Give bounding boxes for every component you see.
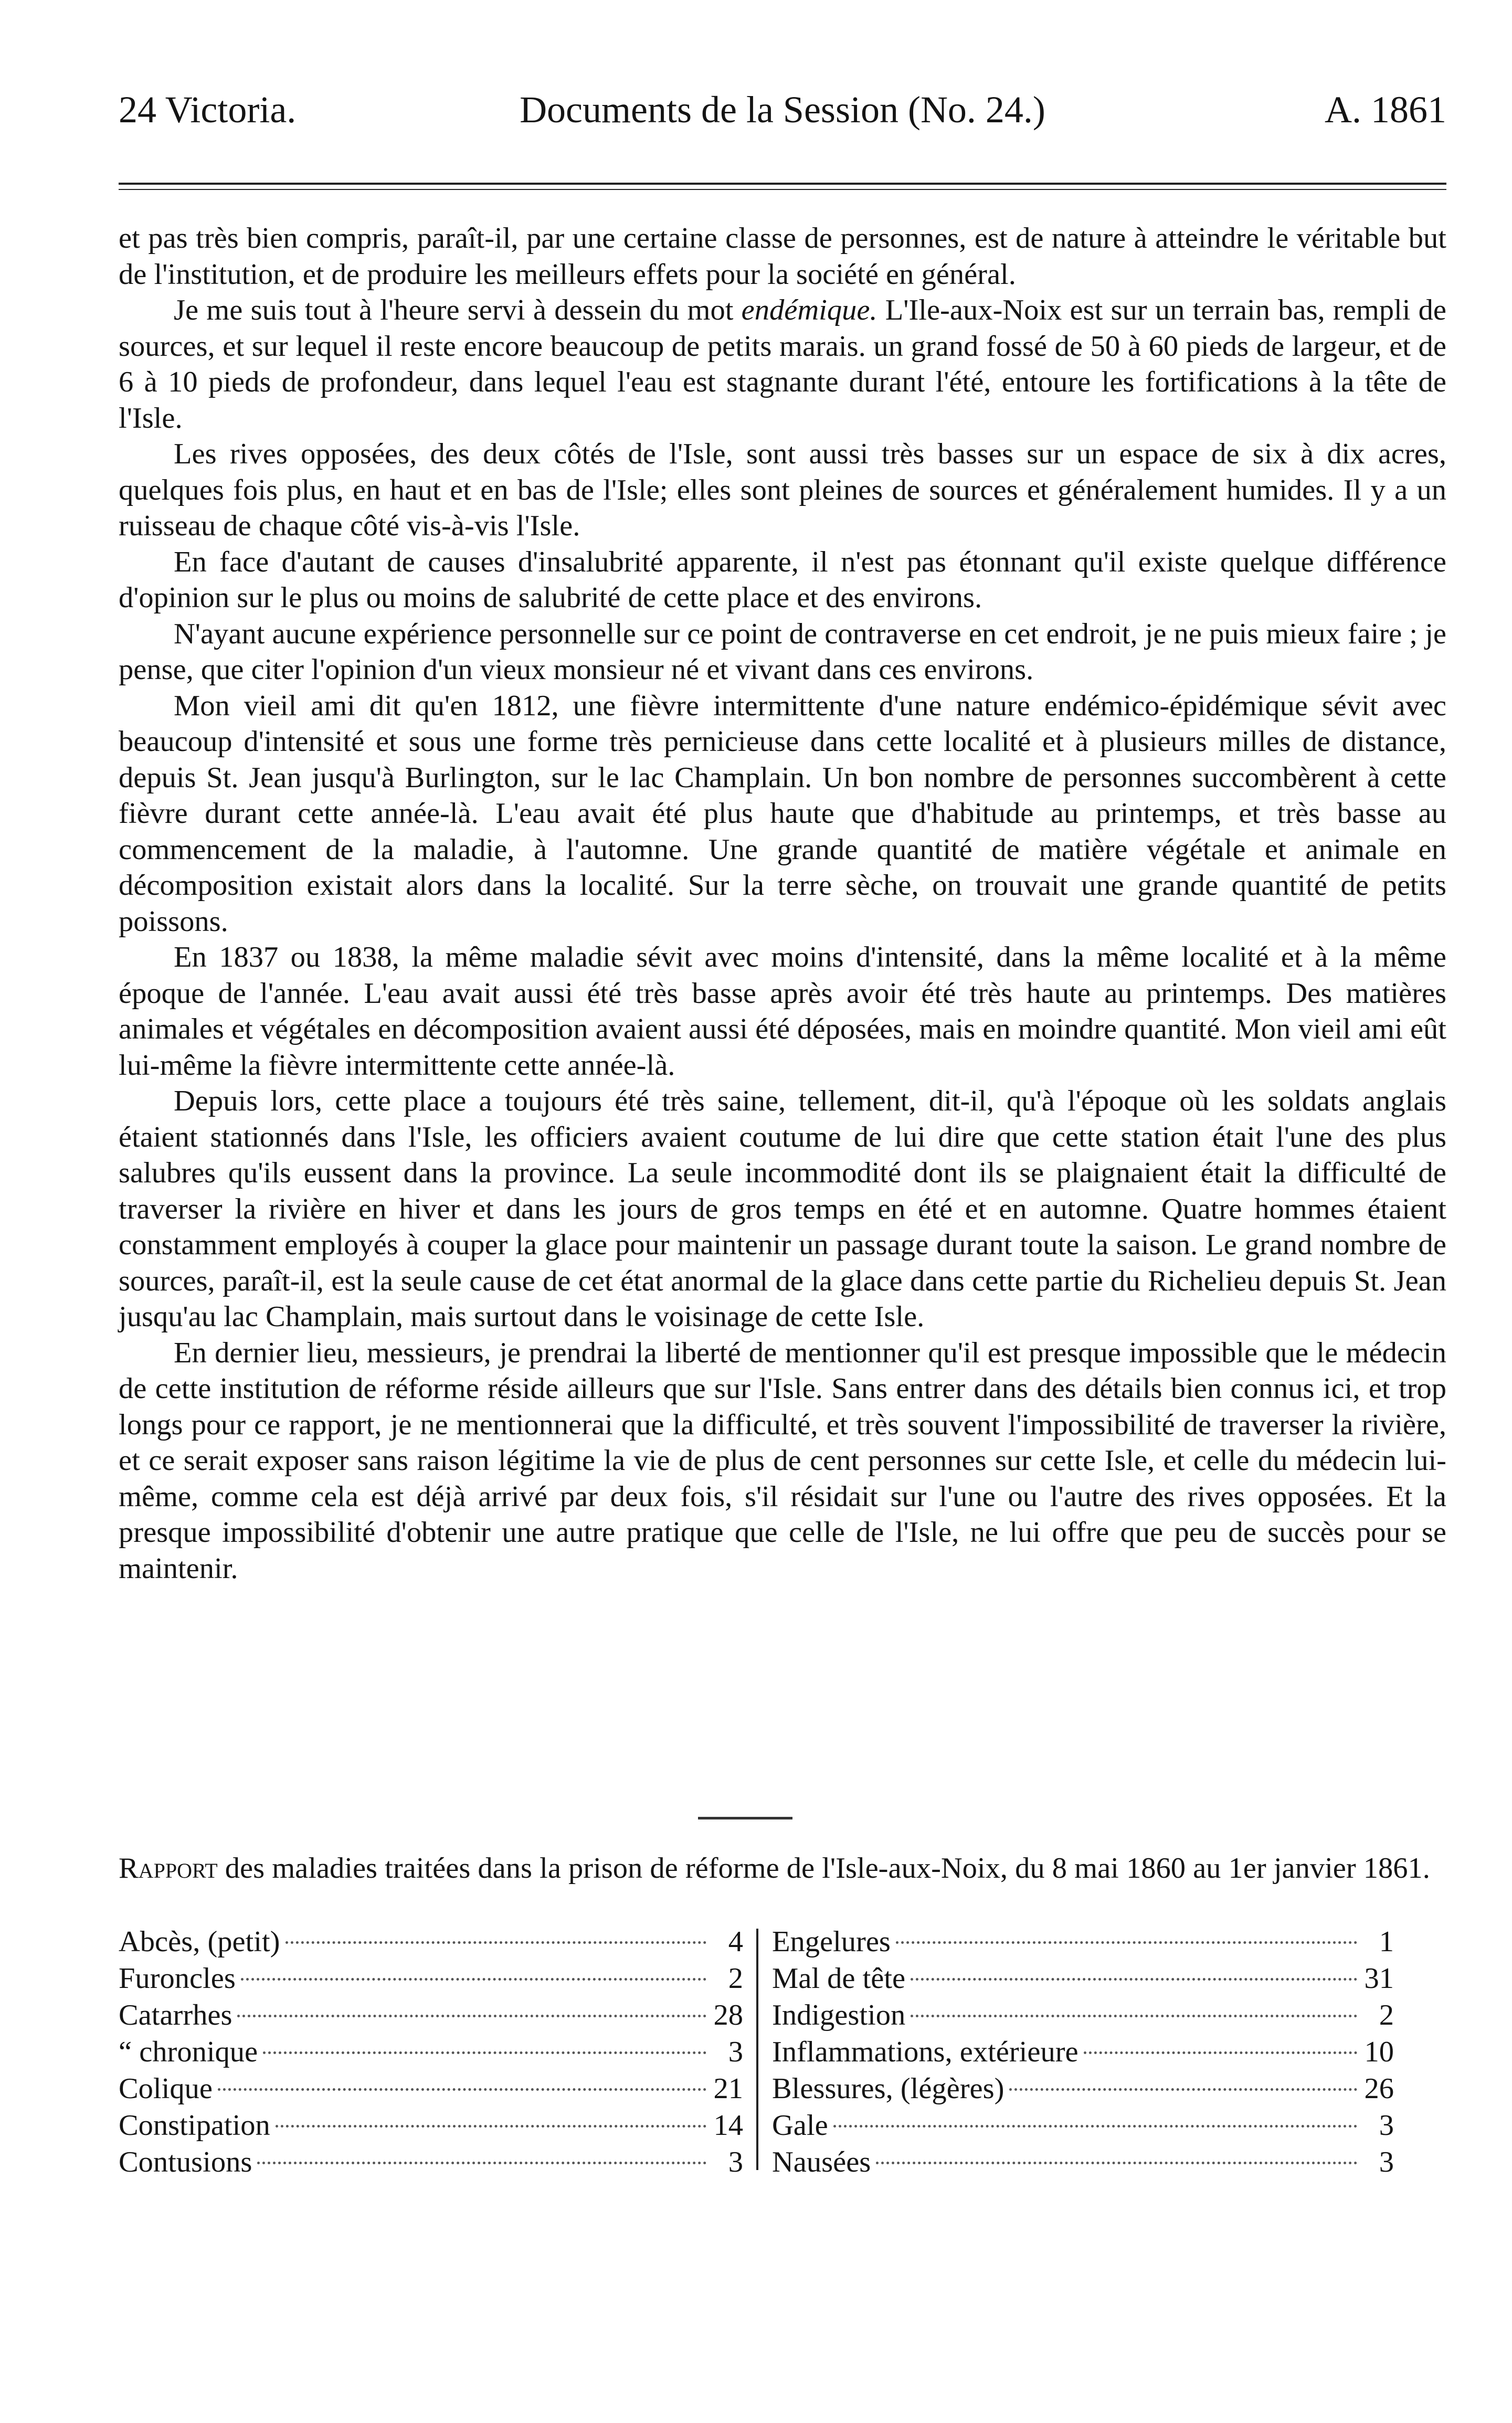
dot-leader [833, 2125, 1357, 2128]
disease-label: Indigestion [772, 1999, 906, 2031]
disease-count: 31 [1364, 1962, 1394, 1995]
paragraph-text: Depuis lors, cette place a toujours été très saine, tellement, dit-il, qu'à l'époque où les soldats anglais étaient stationnés dans l'Isle, les officiers avaient coutume de lui dire que cette station était l'une des plus salubres qu'ils eussent dans la province. La seule incommodité dont ils se plaignaient était la difficulté de traverser la rivière en hiver et dans les jours de gros temps en été et en automne. Quatre hommes étaient constamment employés à couper la glace pour maintenir un passage durant toute la saison. Le grand nombre de sources, paraît-il, est la seule cause de cet état anormal de la glace dans cette partie du Richelieu depuis St. Jean jusqu'au lac Champlain, mais surtout dans le voisinage de cette Isle. [119, 1085, 1446, 1333]
table-row [119, 2144, 743, 2181]
paragraph [119, 1083, 1446, 1335]
dot-leader [911, 2015, 1357, 2017]
table-row [119, 2070, 743, 2107]
header-right: A. 1861 [1325, 89, 1446, 131]
disease-count: 21 [713, 2072, 743, 2105]
body-text [119, 220, 1446, 1586]
table-row [772, 2070, 1394, 2107]
disease-label: Mal de tête [772, 1962, 906, 1995]
paragraph [119, 292, 1446, 436]
paragraph-text: Je me suis tout à l'heure servi à dessein du mot [174, 294, 742, 326]
report-title-rest: des maladies traitées dans la prison de réforme de l'Isle-aux-Noix, du 8 mai 1860 au 1er janvier 1861. [217, 1852, 1430, 1885]
disease-label: Colique [119, 2072, 213, 2105]
table-row [119, 1997, 743, 2034]
paragraph-text: Les rives opposées, des deux côtés de l'Isle, sont aussi très basses sur un espace de six à dix acres, quelques fois plus, en haut et en bas de l'Isle; elles sont pleines de sources et généralement humides. Il y a un ruisseau de chaque côté vis-à-vis l'Isle. [119, 438, 1446, 542]
disease-count: 3 [728, 2146, 743, 2178]
disease-count: 1 [1379, 1925, 1394, 1958]
disease-label: Blessures, (légères) [772, 2072, 1005, 2105]
table-row [772, 1923, 1394, 1960]
header-rule-bottom [119, 189, 1446, 190]
dot-leader [218, 2088, 706, 2091]
paragraph-text: et pas très bien compris, paraît-il, par une certaine classe de personnes, est de nature à atteindre le véritable but de l'institution, et de produire les meilleurs effets pour la société en général. [119, 222, 1446, 291]
disease-label: Engelures [772, 1925, 891, 1958]
paragraph [119, 939, 1446, 1083]
disease-label: Inflammations, extérieure [772, 2036, 1079, 2068]
dot-leader [896, 1941, 1357, 1944]
paragraph [119, 544, 1446, 616]
paragraph [119, 616, 1446, 688]
disease-label: Catarrhes [119, 1999, 232, 2031]
disease-table-left-column [119, 1923, 743, 2181]
report-title-lead: Rapport [119, 1852, 218, 1885]
disease-count: 3 [728, 2036, 743, 2068]
paragraph-text: En dernier lieu, messieurs, je prendrai la liberté de mentionner qu'il est presque impossible que le médecin de cette institution de réforme réside ailleurs que sur l'Isle. Sans entrer dans des détails bien connus ici, et trop longs pour ce rapport, je ne mentionnerai que la difficulté, et très souvent l'impossibilité de traverser la rivière, et ce serait exposer sans raison légitime la vie de plus de cent personnes sur cette Isle, et celle du médecin lui-même, comme cela est déjà arrivé par deux fois, s'il résidait sur l'une ou l'autre des rives opposées. Et la presque impossibilité d'obtenir une autre pratique que celle de l'Isle, ne lui offre que peu de succès pour se maintenir. [119, 1336, 1446, 1585]
dot-leader [1009, 2088, 1357, 2091]
disease-label: Contusions [119, 2146, 252, 2178]
disease-count: 3 [1379, 2146, 1394, 2178]
disease-count: 28 [713, 1999, 743, 2031]
paragraph [119, 688, 1446, 940]
table-row [119, 2107, 743, 2144]
section-divider [698, 1817, 792, 1819]
dot-leader [237, 2015, 706, 2017]
dot-leader [911, 1978, 1357, 1981]
paragraph [119, 1335, 1446, 1587]
disease-label: Nausées [772, 2146, 871, 2178]
disease-label: Abcès, (petit) [119, 1925, 280, 1958]
disease-label: “ chronique [119, 2036, 258, 2068]
disease-count: 10 [1364, 2036, 1394, 2068]
disease-count: 14 [713, 2109, 743, 2142]
disease-count: 2 [1379, 1999, 1394, 2031]
dot-leader [276, 2125, 706, 2128]
disease-table-right-column [772, 1923, 1394, 2181]
paragraph-text: En face d'autant de causes d'insalubrité apparente, il n'est pas étonnant qu'il existe quelque différence d'opinion sur le plus ou moins de salubrité de cette place et des environs. [119, 545, 1446, 614]
disease-count: 26 [1364, 2072, 1394, 2105]
dot-leader [257, 2162, 706, 2164]
paragraph-text: Mon vieil ami dit qu'en 1812, une fièvre intermittente d'une nature endémico-épidémique sévit avec beaucoup d'intensité et sous une forme très pernicieuse dans cette localité et à plusieurs milles de distance, depuis St. Jean jusqu'à Burlington, sur le lac Champlain. Un bon nombre de personnes succombèrent à cette fièvre durant cette année-là. L'eau avait été plus haute que d'habitude au printemps, et très basse au commencement de la maladie, à l'automne. Une grande quantité de matière végétale et animale en décomposition existait alors dans la localité. Sur la terre sèche, on trouvait une grande quantité de petits poissons. [119, 689, 1446, 938]
disease-label: Gale [772, 2109, 828, 2142]
column-divider [756, 1929, 758, 2170]
table-row [119, 2034, 743, 2070]
header-rule-top [119, 183, 1446, 185]
disease-count: 2 [728, 1962, 743, 1995]
disease-label: Constipation [119, 2109, 270, 2142]
emphasis-text: endémique. [741, 294, 877, 326]
table-row [772, 2034, 1394, 2070]
table-row [772, 2144, 1394, 2181]
table-row [772, 1997, 1394, 2034]
paragraph [119, 220, 1446, 292]
paragraph-text: N'ayant aucune expérience personnelle sur ce point de contraverse en cet endroit, je ne puis mieux faire ; je pense, que citer l'opinion d'un vieux monsieur né et vivant dans ces environs. [119, 617, 1446, 686]
table-row [772, 1960, 1394, 1997]
dot-leader [241, 1978, 706, 1981]
paragraph-text: En 1837 ou 1838, la même maladie sévit avec moins d'intensité, dans la même localité et à la même époque de l'année. L'eau avait aussi été très basse après avoir été très haute au printemps. Des matières animales et végétales en décomposition avaient aussi été déposées, mais en moindre quantité. Mon vieil ami eût lui-même la fièvre intermittente cette année-là. [119, 941, 1446, 1082]
paragraph [119, 436, 1446, 544]
dot-leader [263, 2051, 706, 2054]
table-row [119, 1960, 743, 1997]
dot-leader [1084, 2051, 1357, 2054]
page-header [119, 88, 1446, 146]
dot-leader [286, 1941, 707, 1944]
disease-count: 3 [1379, 2109, 1394, 2142]
table-row [119, 1923, 743, 1960]
header-center: Documents de la Session (No. 24.) [520, 89, 1045, 131]
report-title [119, 1850, 1446, 1887]
table-row [772, 2107, 1394, 2144]
disease-label: Furoncles [119, 1962, 236, 1995]
header-left: 24 Victoria. [119, 89, 297, 131]
paragraph-text: L'Ile-aux-Noix est sur un terrain bas, rempli de sources, et sur lequel il reste encore beaucoup de petits marais. un grand fossé de 50 à 60 pieds de largeur, et de 6 à 10 pieds de profondeur, dans lequel l'eau est stagnante durant l'été, entoure les fortifications à la tête de l'Isle. [119, 294, 1446, 435]
dot-leader [876, 2162, 1357, 2164]
disease-count: 4 [728, 1925, 743, 1958]
